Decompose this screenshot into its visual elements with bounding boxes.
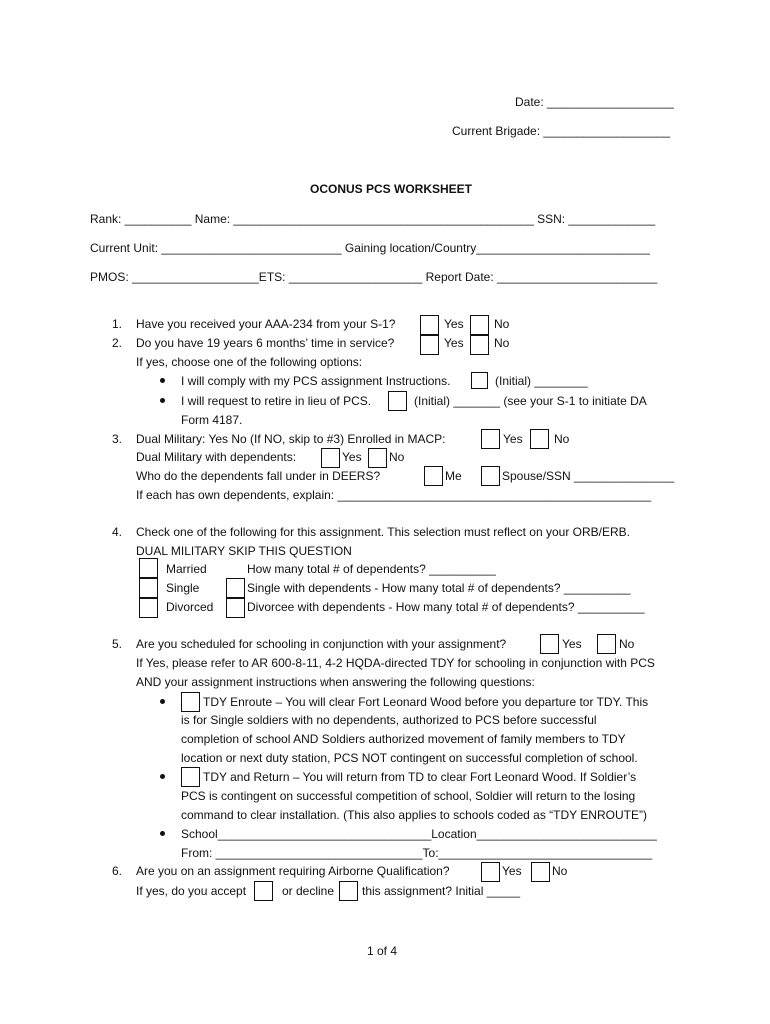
q4-single-dependents-checkbox[interactable] [226, 578, 245, 598]
q3-me-checkbox[interactable] [424, 466, 443, 486]
unit-gaining-location-line[interactable]: Current Unit: ___________________________ Gaining location/Country__________________________ [90, 241, 650, 255]
q3-macp-no-checkbox[interactable] [530, 429, 549, 449]
q4-married-checkbox[interactable] [139, 558, 158, 578]
q3-number: 3. [112, 432, 123, 446]
q5-yes-checkbox[interactable] [540, 634, 559, 654]
q3-dependents-label: Dual Military with dependents: [136, 450, 297, 464]
q5-yes-label: Yes [562, 637, 582, 651]
q1-number: 1. [112, 317, 123, 331]
q5-no-label: No [619, 637, 635, 651]
q4-note: DUAL MILITARY SKIP THIS QUESTION [136, 544, 352, 558]
q2-yes-label: Yes [444, 336, 464, 350]
q1-no-label: No [494, 317, 510, 331]
q3-dependents-yes-label: Yes [342, 450, 362, 464]
q5-reference-text: If Yes, please refer to AR 600-8-11, 4-2 HQDA-directed TDY for schooling in conjunction with PCS [136, 656, 655, 670]
q4-married-label: Married [166, 562, 207, 576]
q2-number: 2. [112, 336, 123, 350]
q2-option-comply: I will comply with my PCS assignment Instructions. [181, 374, 451, 388]
q2-subtext: If yes, choose one of the following options: [136, 355, 363, 369]
q5-number: 5. [112, 637, 123, 651]
q6-initial-field[interactable]: this assignment? Initial _____ [362, 884, 521, 898]
q2-comply-initial[interactable]: (Initial) ________ [495, 374, 588, 388]
q5-from-to-field[interactable]: From: _______________________________To:________________________________ [181, 846, 653, 860]
q2-retire-continued: Form 4187. [181, 413, 243, 427]
q6-no-label: No [552, 864, 568, 878]
q4-text: Check one of the following for this assignment. This selection must reflect on your ORB/ERB. [136, 525, 631, 539]
q5-no-checkbox[interactable] [597, 634, 616, 654]
q6-decline-label: or decline [282, 884, 335, 898]
q5-tdy-enroute-line2: is for Single soldiers with no dependents, authorized to PCS before successful [181, 713, 597, 727]
q5-text: Are you scheduled for schooling in conjunction with your assignment? [136, 637, 507, 651]
q1-no-checkbox[interactable] [470, 315, 489, 335]
pmos-ets-report-line[interactable]: PMOS: ___________________ETS: ____________________ Report Date: ________________________ [90, 270, 658, 284]
q2-retire-initial[interactable]: (Initial) _______ (see your S-1 to initiate DA [414, 394, 647, 408]
q6-yes-label: Yes [502, 864, 522, 878]
q5-tdy-enroute-checkbox[interactable] [181, 692, 200, 712]
bullet-icon [160, 774, 165, 779]
q6-yes-checkbox[interactable] [481, 862, 500, 882]
q4-single-checkbox[interactable] [139, 578, 158, 598]
q1-yes-checkbox[interactable] [420, 315, 439, 335]
q6-text: Are you on an assignment requiring Airborne Qualification? [136, 864, 450, 878]
q4-married-dependents-field[interactable]: How many total # of dependents? __________ [247, 562, 496, 576]
q3-spouse-checkbox[interactable] [481, 466, 500, 486]
q3-me-label: Me [445, 469, 462, 483]
rank-name-ssn-line[interactable]: Rank: __________ Name: _____________________________________________ SSN: _____________ [90, 212, 656, 226]
q3-dependents-yes-checkbox[interactable] [321, 448, 340, 468]
q5-tdy-return-line2: PCS is contingent on successful competition of school, Soldier will return to the losing [181, 789, 636, 803]
q2-text: Do you have 19 years 6 months’ time in service? [136, 336, 395, 350]
q1-text: Have you received your AAA-234 from your S-1? [136, 317, 396, 331]
q5-tdy-enroute-line1: TDY Enroute – You will clear Fort Leonard Wood before you departure tor TDY. This [203, 695, 649, 709]
q6-number: 6. [112, 864, 123, 878]
page-title: OCONUS PCS WORKSHEET [310, 182, 473, 196]
q5-instructions-text: AND your assignment instructions when answering the following questions: [136, 675, 535, 689]
bullet-icon [160, 699, 165, 704]
q2-yes-checkbox[interactable] [420, 335, 439, 355]
q3-deers-question: Who do the dependents fall under in DEERS? [136, 469, 381, 483]
q5-tdy-enroute-line3: completion of school AND Soldiers authorized movement of family members to TDY [181, 732, 626, 746]
q2-comply-checkbox[interactable] [471, 372, 488, 389]
q2-option-retire: I will request to retire in lieu of PCS. [181, 394, 372, 408]
q3-spouse-field[interactable]: Spouse/SSN _______________ [502, 469, 675, 483]
q4-single-label: Single [166, 581, 200, 595]
q6-decline-checkbox[interactable] [339, 881, 358, 901]
q4-divorcee-dependents-checkbox[interactable] [226, 598, 245, 618]
q5-tdy-return-line3: command to clear installation. (This also applies to schools coded as “TDY ENROUTE”) [181, 808, 647, 822]
q5-tdy-enroute-line4: location or next duty station, PCS NOT contingent on successful completion of school. [181, 751, 638, 765]
q4-divorcee-dependents-field[interactable]: Divorcee with dependents - How many total # of dependents? __________ [247, 600, 645, 614]
bullet-icon [160, 831, 165, 836]
bullet-icon [160, 378, 165, 383]
q3-macp-yes-checkbox[interactable] [481, 429, 500, 449]
q4-number: 4. [112, 525, 123, 539]
q4-divorced-label: Divorced [166, 600, 214, 614]
q5-school-location-field[interactable]: School________________________________Location___________________________ [181, 827, 657, 841]
q2-no-checkbox[interactable] [470, 335, 489, 355]
current-brigade-field[interactable]: Current Brigade: ___________________ [452, 124, 671, 138]
bullet-icon [160, 398, 165, 403]
q3-macp-no-label: No [554, 432, 570, 446]
q3-explain-field[interactable]: If each has own dependents, explain: _______________________________________________ [136, 488, 652, 502]
q4-divorced-checkbox[interactable] [139, 598, 158, 618]
q1-yes-label: Yes [444, 317, 464, 331]
q6-no-checkbox[interactable] [531, 862, 550, 882]
q3-text: Dual Military: Yes No (If NO, skip to #3) Enrolled in MACP: [136, 432, 446, 446]
date-field[interactable]: Date: ___________________ [515, 95, 674, 109]
q5-tdy-return-line1: TDY and Return – You will return from TD to clear Fort Leonard Wood. If Soldier’s [203, 770, 637, 784]
page-number: 1 of 4 [367, 944, 398, 958]
q2-retire-checkbox[interactable] [388, 391, 407, 411]
q6-accept-label: If yes, do you accept [136, 884, 247, 898]
q5-tdy-return-checkbox[interactable] [181, 767, 200, 787]
q3-dependents-no-label: No [389, 450, 405, 464]
q2-no-label: No [494, 336, 510, 350]
q3-macp-yes-label: Yes [503, 432, 523, 446]
q3-dependents-no-checkbox[interactable] [368, 448, 387, 468]
q4-single-dependents-field[interactable]: Single with dependents - How many total # of dependents? __________ [247, 581, 631, 595]
q6-accept-checkbox[interactable] [254, 881, 273, 901]
